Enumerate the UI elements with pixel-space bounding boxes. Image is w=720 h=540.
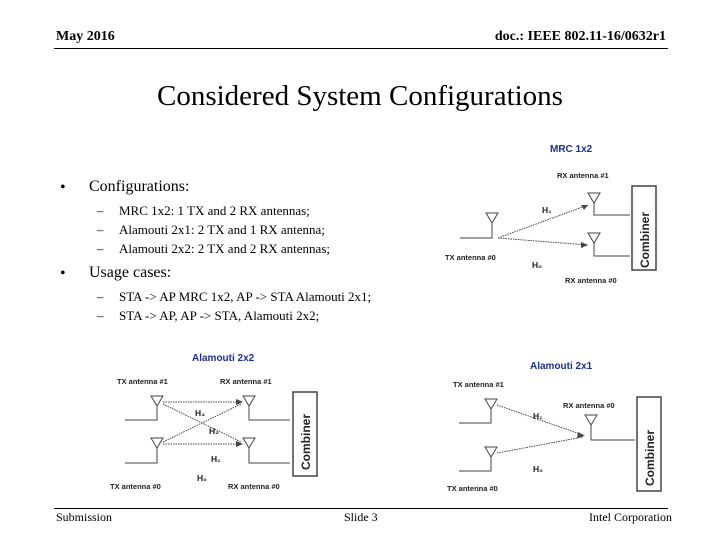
sub-dash: – [97,203,104,218]
sub-item: STA -> AP MRC 1x2, AP -> STA Alamouti 2x1; [119,289,372,304]
antenna-icon [588,193,630,215]
header-rule [54,48,668,49]
footer-rule [54,508,668,509]
tx0-label: TX antenna #0 [447,484,498,493]
diagram-title-mrc: MRC 1x2 [550,144,593,155]
antenna-icon [459,399,497,423]
antenna-icon [243,438,290,463]
h1-label: H₁ [533,411,543,421]
h2-label: H₂ [209,426,219,436]
sub-item: Alamouti 2x1: 2 TX and 1 RX antenna; [119,222,325,237]
footer-submission: Submission [56,510,113,524]
footer-slide-number: Slide 3 [344,510,378,524]
diagram-title-alamouti22: Alamouti 2x2 [192,353,255,364]
diagram-alamouti21 [445,375,670,497]
tx0-label: TX antenna #0 [445,253,496,262]
bullet-marker: • [60,179,66,196]
h0-label: H₀ [532,260,542,270]
h0-label: H₀ [533,464,543,474]
sub-dash: – [97,308,104,323]
diagram-mrc [440,158,670,293]
sub-dash: – [97,241,104,256]
tx1-label: TX antenna #1 [453,380,504,389]
rx1-label: RX antenna #1 [220,377,272,386]
footer-company: Intel Corporation [589,510,672,524]
antenna-icon [460,213,498,238]
bullet-marker: • [60,265,66,282]
sub-dash: – [97,289,104,304]
antenna-icon [243,396,290,420]
rx0-label: RX antenna #0 [228,482,280,491]
slide-title: Considered System Configurations [157,80,563,112]
h0-label: H₀ [197,473,207,483]
diagram-title-alamouti21: Alamouti 2x1 [530,361,593,372]
h1-label: H₁ [211,454,221,464]
antenna-icon [585,415,635,440]
combiner-label: Combiner [643,429,657,486]
sub-item: MRC 1x2: 1 TX and 2 RX antennas; [119,203,310,218]
bullet-configurations: Configurations: [89,178,190,195]
sub-item: STA -> AP, AP -> STA, Alamouti 2x2; [119,308,320,323]
diagram-alamouti22 [105,368,340,496]
rx0-label: RX antenna #0 [565,276,617,285]
antenna-icon [125,438,163,463]
bullet-usage-cases: Usage cases: [89,264,172,281]
rx1-label: RX antenna #1 [557,171,609,180]
antenna-icon [588,233,630,256]
antenna-icon [459,447,497,471]
antenna-icon [125,396,163,420]
combiner-label: Combiner [299,413,313,470]
header-doc-id: doc.: IEEE 802.11-16/0632r1 [494,29,666,44]
header-date: May 2016 [56,29,115,44]
sub-dash: – [97,222,104,237]
tx1-label: TX antenna #1 [117,377,168,386]
combiner-label: Combiner [638,211,652,268]
sub-item: Alamouti 2x2: 2 TX and 2 RX antennas; [119,241,330,256]
h1-label: H₁ [542,205,552,215]
tx0-label: TX antenna #0 [110,482,161,491]
h3-label: H₃ [195,408,206,418]
rx0-label: RX antenna #0 [563,401,615,410]
